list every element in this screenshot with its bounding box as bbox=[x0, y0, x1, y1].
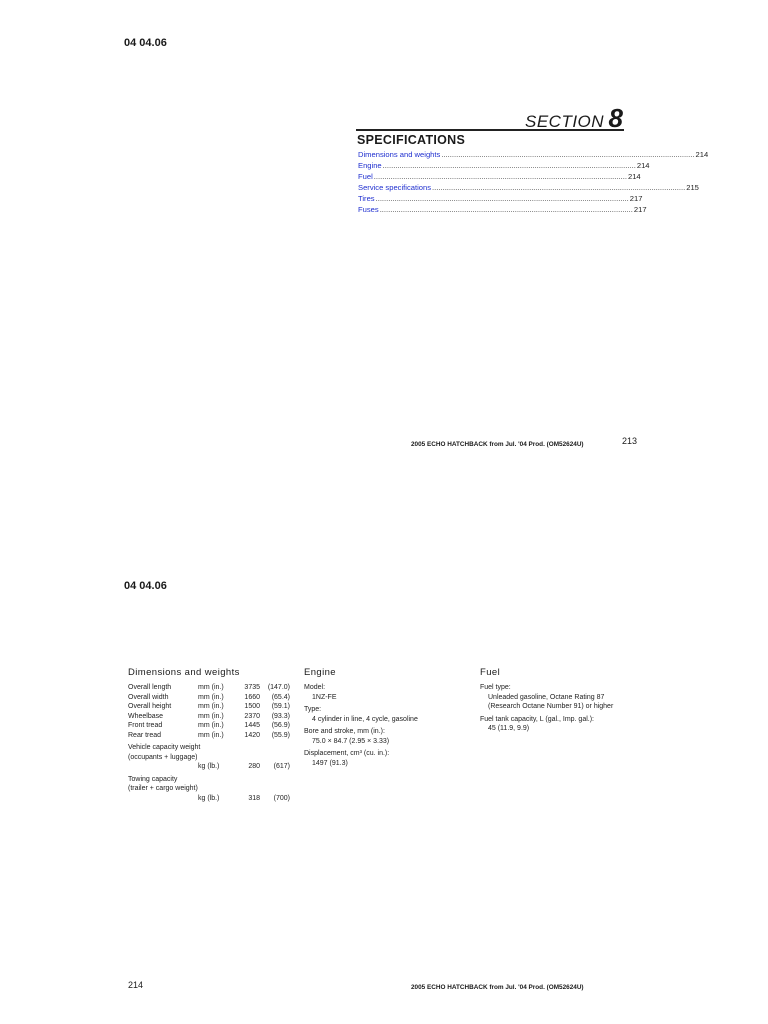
row-value: 3735 bbox=[244, 684, 260, 691]
spec-value: 4 cylinder in line, 4 cycle, gasoline bbox=[312, 715, 418, 723]
spec-value: 1497 (91.3) bbox=[312, 759, 348, 767]
toc-page: 217 bbox=[633, 205, 647, 214]
spec-label: Displacement, cm³ (cu. in.): bbox=[304, 750, 390, 757]
row-unit: mm (in.) bbox=[198, 693, 224, 701]
toc-item[interactable] bbox=[358, 205, 647, 216]
page-number: 213 bbox=[622, 436, 638, 446]
section-number: 8 bbox=[608, 103, 623, 133]
toc-leader: ........................................................................................................................ bbox=[441, 150, 695, 159]
row-alt: (59.1) bbox=[271, 703, 290, 710]
towing-sublabel: (trailer + cargo weight) bbox=[128, 785, 198, 792]
toc-item[interactable] bbox=[358, 183, 699, 194]
toc-leader: ........................................................................................................................ bbox=[379, 205, 633, 214]
toc-link-engine[interactable]: Engine bbox=[358, 161, 382, 170]
toc-page: 215 bbox=[686, 183, 699, 192]
toc-leader: ........................................................................................................................ bbox=[382, 161, 636, 170]
table-of-contents bbox=[358, 150, 709, 216]
row-label: Overall height bbox=[128, 703, 172, 710]
table-row bbox=[128, 702, 298, 712]
dimensions-title: Dimensions and weights bbox=[128, 667, 240, 678]
row-unit: mm (in.) bbox=[198, 722, 224, 729]
page-footer: 2005 ECHO HATCHBACK from Jul. '04 Prod. (OM52624U) bbox=[411, 984, 584, 991]
toc-link-fuses[interactable]: Fuses bbox=[358, 205, 379, 214]
table-row bbox=[128, 721, 298, 731]
table-row bbox=[128, 794, 298, 804]
row-label: Front tread bbox=[128, 722, 163, 729]
table-row bbox=[128, 712, 298, 722]
row-unit: kg (lb.) bbox=[198, 763, 220, 770]
row-alt: (65.4) bbox=[271, 693, 290, 701]
row-label: Overall width bbox=[128, 693, 169, 701]
row-value: 1445 bbox=[244, 722, 260, 729]
row-label: Rear tread bbox=[128, 731, 162, 739]
toc-link-service-specifications[interactable]: Service specifications bbox=[358, 183, 432, 192]
row-unit: mm (in.) bbox=[198, 684, 224, 691]
toc-page: 214 bbox=[636, 161, 650, 170]
toc-link-dimensions[interactable]: Dimensions and weights bbox=[358, 150, 441, 159]
toc-item[interactable] bbox=[358, 161, 650, 172]
fuel-specs bbox=[480, 683, 650, 734]
toc-link-tires[interactable]: Tires bbox=[358, 194, 375, 203]
dimensions-section bbox=[128, 667, 298, 803]
row-label: Overall length bbox=[128, 684, 172, 691]
row-label: Wheelbase bbox=[128, 712, 164, 720]
page-date: 04 04.06 bbox=[124, 580, 167, 592]
spec-label: Type: bbox=[304, 706, 322, 713]
row-value: 1660 bbox=[244, 693, 260, 701]
toc-item[interactable] bbox=[358, 172, 641, 183]
page-date: 04 04.06 bbox=[124, 37, 167, 49]
spec-value: 1NZ-FE bbox=[312, 693, 337, 701]
toc-leader: ........................................................................................................................ bbox=[432, 183, 686, 192]
capacity-sublabel: (occupants + luggage) bbox=[128, 753, 198, 761]
fuel-title: Fuel bbox=[480, 667, 501, 678]
row-unit: mm (in.) bbox=[198, 731, 224, 739]
toc-item[interactable] bbox=[358, 194, 643, 205]
toc-item[interactable] bbox=[358, 150, 709, 161]
row-unit: mm (in.) bbox=[198, 703, 224, 710]
toc-page: 214 bbox=[627, 172, 641, 181]
row-value: 318 bbox=[248, 794, 260, 802]
table-row bbox=[128, 683, 298, 693]
spec-label: Bore and stroke, mm (in.): bbox=[304, 728, 385, 735]
spec-label: Model: bbox=[304, 684, 326, 691]
row-unit: kg (lb.) bbox=[198, 794, 220, 802]
spec-value: 45 (11.9, 9.9) bbox=[488, 725, 530, 732]
row-value: 2370 bbox=[244, 712, 260, 720]
spec-label: Fuel tank capacity, L (gal., Imp. gal.): bbox=[480, 715, 594, 723]
row-alt: (617) bbox=[273, 763, 290, 770]
row-value: 280 bbox=[248, 763, 260, 770]
toc-leader: ........................................................................................................................ bbox=[373, 172, 627, 181]
toc-page: 217 bbox=[629, 194, 643, 203]
row-unit: mm (in.) bbox=[198, 712, 224, 720]
page-number: 214 bbox=[128, 980, 144, 990]
capacity-label: Vehicle capacity weight bbox=[128, 744, 201, 751]
spec-value: (Research Octane Number 91) or higher bbox=[488, 703, 614, 710]
engine-title: Engine bbox=[304, 667, 336, 678]
spec-value: 75.0 × 84.7 (2.95 × 3.33) bbox=[312, 737, 390, 745]
row-alt: (700) bbox=[273, 794, 290, 802]
row-alt: (93.3) bbox=[271, 712, 290, 720]
dimensions-table bbox=[128, 683, 298, 803]
towing-label: Towing capacity bbox=[128, 775, 178, 783]
section-rule bbox=[356, 129, 624, 131]
engine-section bbox=[304, 667, 474, 768]
table-row bbox=[128, 731, 298, 741]
row-alt: (56.9) bbox=[271, 722, 290, 729]
row-value: 1500 bbox=[244, 703, 260, 710]
row-value: 1420 bbox=[244, 731, 260, 739]
section-word: SECTION bbox=[525, 112, 605, 131]
row-alt: (147.0) bbox=[267, 684, 290, 691]
spec-label: Fuel type: bbox=[480, 684, 511, 691]
toc-link-fuel[interactable]: Fuel bbox=[358, 172, 373, 181]
spec-value: Unleaded gasoline, Octane Rating 87 bbox=[488, 693, 605, 701]
toc-leader: ........................................................................................................................ bbox=[375, 194, 629, 203]
row-alt: (55.9) bbox=[271, 731, 290, 739]
fuel-section bbox=[480, 667, 650, 734]
page-footer: 2005 ECHO HATCHBACK from Jul. '04 Prod. (OM52624U) bbox=[411, 441, 584, 448]
engine-specs bbox=[304, 683, 474, 768]
table-row bbox=[128, 693, 298, 703]
toc-title: SPECIFICATIONS bbox=[357, 133, 466, 147]
toc-page: 214 bbox=[695, 150, 709, 159]
table-row bbox=[128, 762, 298, 772]
